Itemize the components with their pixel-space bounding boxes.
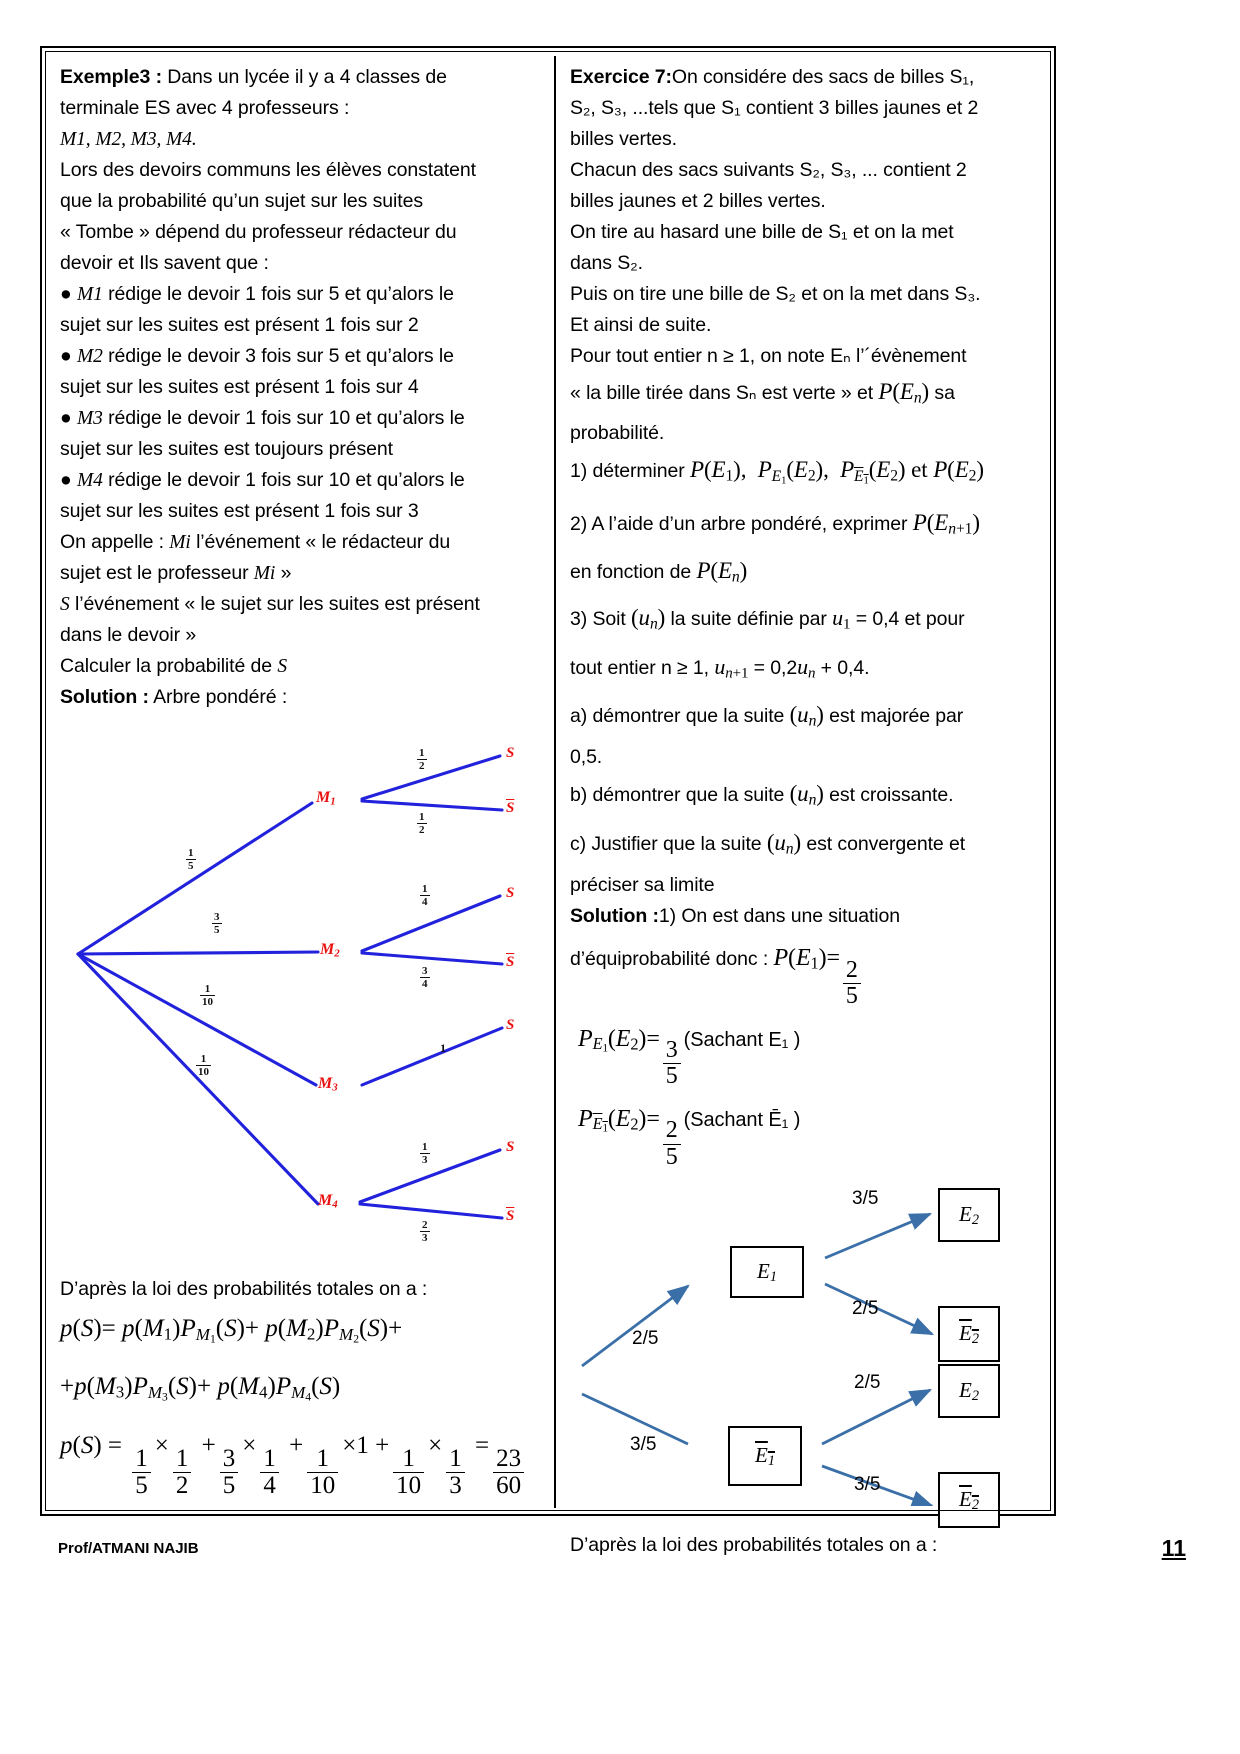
tree-leaf-s: S bbox=[506, 885, 515, 901]
question-3 bbox=[570, 597, 1038, 645]
question-2-tail-math: $P(E_n)$ bbox=[696, 557, 748, 586]
solution-label-right: Solution : bbox=[570, 905, 659, 928]
question-3b-un: $(u_n)$ bbox=[789, 781, 824, 809]
frac-den: 5 bbox=[663, 1144, 681, 1170]
formula-total-result: p(S) = $\frac{1}{5}$ × $\frac{1}{2}$ + $\frac{3}{5}$ × $\frac{1}{4}$ + $\frac{1}{10}$ ×1 + $\frac{1}{10}$ × $\frac{1}{3}$ = $\frac{23}{60}$ bbox=[60, 1422, 542, 1500]
frac-den: 2 bbox=[173, 1472, 192, 1500]
bullet-text: rédige le devoir 1 fois sur 5 et qu’alors le bbox=[102, 283, 454, 305]
bullet-item-cont: sujet sur les suites est toujours présent bbox=[60, 438, 393, 460]
question-3c-tail: est convergente et bbox=[801, 832, 966, 855]
question-3a-un: $(u_n)$ bbox=[789, 701, 824, 730]
right-line-0: S₂, S₃, ...tels que S₁ contient 3 billes jaunes et 2 bbox=[570, 97, 979, 119]
frac-term-2a bbox=[220, 1446, 239, 1500]
totals-intro-right: D’après la loi des probabilités totales on a : bbox=[570, 1534, 938, 1557]
tree-node-m2-index: 2 bbox=[334, 947, 340, 960]
frac-num: 2 bbox=[845, 956, 858, 983]
tree-leaf-e2-bottom-label: $E_2$ bbox=[959, 1377, 979, 1404]
conditional-eq-2-note: (Sachant Ē₁ ) bbox=[683, 1108, 801, 1131]
arrow-e1-to-e2 bbox=[825, 1214, 930, 1258]
question-3c-un: $(u_n)$ bbox=[766, 829, 802, 858]
p-en-math: $P(E_n)$ bbox=[878, 379, 930, 407]
profs-list: M1, M2, M3, M4. bbox=[60, 129, 197, 150]
bullet-mark: ● bbox=[60, 283, 72, 305]
right-line-3: billes jaunes et 2 billes vertes. bbox=[570, 190, 826, 212]
exemple3-heading-line bbox=[60, 62, 542, 93]
question-1 bbox=[570, 449, 1038, 502]
frac-result bbox=[493, 1446, 524, 1500]
weight-e1-down: 2/5 bbox=[852, 1298, 879, 1320]
tree-node-m3: $M_3$ bbox=[318, 1075, 338, 1094]
branch-m1-sbar bbox=[362, 801, 502, 810]
question-3-mid: la suite définie par bbox=[665, 608, 833, 631]
question-3-val: = 0,4 et pour bbox=[850, 608, 965, 631]
question-3-u1: $u_1$ bbox=[832, 605, 851, 633]
question-3-line2-tail: + 0,4. bbox=[815, 656, 870, 679]
exemple3-intro-1: Dans un lycée il y a 4 classes de bbox=[167, 66, 447, 88]
conditional-tree-diagram bbox=[570, 1176, 1030, 1513]
conditional-eq-2-math: $P_{E_1}(E_2)=$ $\frac{2}{5}$ bbox=[578, 1106, 684, 1132]
bullet-item bbox=[60, 341, 542, 372]
tree-leaf-sbar: $\overline{S}$ bbox=[506, 954, 515, 970]
weight-root-m2 bbox=[212, 911, 222, 936]
solution-line-right bbox=[570, 901, 1038, 932]
weight-numerator: 1 bbox=[204, 983, 211, 995]
question-3b bbox=[570, 773, 1038, 821]
question-3a-tail: est majorée par bbox=[823, 704, 964, 727]
frac-term-3b: 1 bbox=[356, 1431, 369, 1459]
body-line-1: que la probabilité qu’un sujet sur les suites bbox=[60, 190, 423, 212]
frac-term-1b bbox=[173, 1446, 192, 1500]
tree-leaf-s: S bbox=[506, 745, 515, 761]
definition-post: » bbox=[275, 562, 292, 584]
solution-label: Solution : bbox=[60, 686, 149, 708]
frac-den: 5 bbox=[663, 1063, 681, 1089]
calculer-symbol: S bbox=[277, 656, 287, 677]
frac-num: 1 bbox=[175, 1444, 189, 1472]
branch-root-m2 bbox=[78, 952, 318, 954]
weight-numerator: 1 bbox=[200, 1053, 207, 1065]
body-line-2: « Tombe » dépend du professeur rédacteur du bbox=[60, 221, 457, 243]
question-2-tail-pre: en fonction de bbox=[570, 560, 697, 583]
question-3a-line2: 0,5. bbox=[570, 746, 603, 769]
frac-num: 3 bbox=[665, 1037, 678, 1064]
frac-num: 1 bbox=[449, 1444, 462, 1472]
right-line-2: Chacun des sacs suivants S₂, S₃, ... contient 2 bbox=[570, 159, 967, 181]
tree-node-m1-index: 1 bbox=[330, 795, 336, 808]
weight-numerator: 1 bbox=[419, 811, 425, 823]
weight-denominator: 3 bbox=[422, 1232, 428, 1244]
tree-node-e1bar-label: $E_1$ bbox=[755, 1442, 775, 1469]
right-line-7: Et ainsi de suite. bbox=[570, 314, 712, 336]
tree-leaf-s: S bbox=[506, 1139, 515, 1155]
weight-e1bar-down: 3/5 bbox=[854, 1474, 881, 1496]
question-3-line2 bbox=[570, 646, 1038, 694]
frac-num: 1 bbox=[402, 1444, 415, 1472]
solution-text: Arbre pondéré : bbox=[148, 686, 288, 708]
question-3-line2-pre: tout entier n ≥ 1, bbox=[570, 656, 715, 679]
bullet-item-cont: sujet sur les suites est présent 1 fois sur 3 bbox=[60, 500, 419, 522]
author-label: Prof/ATMANI NAJIB bbox=[58, 1539, 199, 1557]
formula-total-line1: $p(S)= p(M_1)P_{M_1}(S)+ p(M_2)P_{M_2}(S)+$ bbox=[60, 1315, 403, 1346]
conditional-eq-1-note: (Sachant E₁ ) bbox=[683, 1028, 801, 1051]
question-2 bbox=[570, 502, 1038, 550]
definition-post: l’événement « le sujet sur les suites est présent bbox=[69, 593, 480, 615]
bullet-head: M1 bbox=[77, 284, 103, 305]
bullet-head: M4 bbox=[77, 470, 103, 491]
weight-m1-s bbox=[417, 747, 427, 772]
frac-den: 60 bbox=[493, 1472, 524, 1500]
probability-notation-line bbox=[570, 372, 1038, 418]
totals-intro-left: D’après la loi des probabilités totales on a : bbox=[60, 1278, 428, 1300]
equiprobabilite-line bbox=[570, 932, 1038, 1009]
weight-denominator: 4 bbox=[422, 896, 428, 908]
tree-leaf-sbar: $\overline{S}$ bbox=[506, 1208, 515, 1224]
bullet-item bbox=[60, 279, 542, 310]
tree-node-m1: $M_1$ bbox=[316, 789, 336, 808]
question-3c-line2: préciser sa limite bbox=[570, 874, 715, 897]
tree-leaf-e2bar-bottom-label: $E_2$ bbox=[959, 1486, 979, 1513]
definition-symbol: Mi bbox=[169, 532, 191, 553]
definition-line bbox=[60, 527, 542, 558]
tree-branches-svg bbox=[60, 723, 542, 1268]
weight-numerator: 1 bbox=[188, 847, 194, 859]
weight-denominator: 4 bbox=[422, 978, 428, 990]
definition-tail: dans le devoir » bbox=[60, 624, 197, 646]
bullet-text: rédige le devoir 1 fois sur 10 et qu’alors le bbox=[102, 407, 465, 429]
definition-post: l’événement « le rédacteur du bbox=[190, 531, 451, 553]
weight-denominator: 2 bbox=[419, 824, 425, 836]
frac-cond-2 bbox=[663, 1118, 681, 1170]
bullet-item bbox=[60, 465, 542, 496]
branch-root-m1 bbox=[78, 803, 312, 954]
frac-num: 2 bbox=[665, 1117, 678, 1144]
frac-term-1a bbox=[132, 1446, 151, 1500]
frac-num: 1 bbox=[135, 1444, 148, 1472]
left-column bbox=[42, 48, 554, 1514]
tree-leaf-e2bar-top bbox=[938, 1306, 1000, 1362]
weight-numerator: 1 bbox=[419, 747, 425, 759]
tree-node-m4: $M_4$ bbox=[318, 1192, 338, 1211]
weight-denominator: 2 bbox=[419, 760, 425, 772]
weight-root-m4 bbox=[196, 1053, 211, 1078]
frac-den: 5 bbox=[132, 1472, 151, 1500]
bullet-mark: ● bbox=[60, 345, 72, 367]
weight-e1bar-up: 2/5 bbox=[854, 1372, 881, 1394]
equiprobabilite-math: $P(E_1)=$ $\frac{2}{5}$ bbox=[773, 945, 863, 971]
tree-leaf-e2-top bbox=[938, 1188, 1000, 1242]
exemple3-intro-2: terminale ES avec 4 professeurs : bbox=[60, 97, 350, 119]
question-3b-pre: b) démontrer que la suite bbox=[570, 784, 790, 807]
probability-notation-pre: « la bille tirée dans Sₙ est verte » et bbox=[570, 382, 879, 404]
weight-m1-sbar bbox=[417, 811, 427, 836]
tree-leaf-sbar: $\overline{S}$ bbox=[506, 800, 515, 816]
weight-e1-up: 3/5 bbox=[852, 1188, 879, 1210]
right-line-1: billes vertes. bbox=[570, 128, 677, 150]
tree-node-e1 bbox=[730, 1246, 804, 1298]
right-line-5: dans S₂. bbox=[570, 252, 643, 274]
weight-numerator: 3 bbox=[422, 965, 428, 977]
page-number: 11 bbox=[1161, 1534, 1186, 1561]
bullet-head: M2 bbox=[77, 346, 103, 367]
probability-tree-diagram bbox=[60, 723, 542, 1268]
weight-m2-s bbox=[420, 883, 430, 908]
frac-den: 5 bbox=[220, 1472, 239, 1500]
probability-notation-tail: sa bbox=[929, 382, 955, 404]
definition-line bbox=[60, 589, 542, 620]
conditional-eq-1-math: $P_{E_1}(E_2)=$ $\frac{3}{5}$ bbox=[578, 1026, 684, 1052]
branch-m2-s bbox=[362, 896, 500, 951]
frac-term-4b bbox=[446, 1446, 465, 1500]
tree-leaf-e2-bottom bbox=[938, 1364, 1000, 1418]
conditional-eq-2 bbox=[570, 1090, 1038, 1170]
weight-m4-sbar bbox=[420, 1219, 430, 1244]
branch-m4-s bbox=[360, 1150, 500, 1202]
weight-m4-s bbox=[420, 1141, 430, 1166]
tree-leaf-s: S bbox=[506, 1017, 515, 1033]
definition-line bbox=[60, 558, 542, 589]
weight-numerator: 2 bbox=[422, 1219, 428, 1231]
weight-denominator: 5 bbox=[188, 860, 194, 872]
solution-text-right: 1) On est dans une situation bbox=[658, 905, 901, 928]
weight-root-m3 bbox=[200, 983, 215, 1008]
weight-root-bottom: 3/5 bbox=[630, 1434, 657, 1456]
weight-numerator: 1 bbox=[422, 883, 428, 895]
calculer-line bbox=[60, 651, 542, 682]
weight-denominator: 5 bbox=[214, 924, 220, 936]
tree-node-e1bar bbox=[728, 1426, 802, 1486]
bullet-mark: ● bbox=[60, 469, 72, 491]
frac-term-3a bbox=[307, 1446, 338, 1500]
body-line-3: devoir et Ils savent que : bbox=[60, 252, 269, 274]
definition-symbol: S bbox=[60, 594, 70, 615]
branch-m3-s bbox=[362, 1028, 502, 1085]
page-footer bbox=[40, 1528, 1200, 1568]
question-3a bbox=[570, 694, 1038, 742]
arrow-e1bar-to-e2 bbox=[822, 1390, 930, 1444]
bullet-mark: ● bbox=[60, 407, 72, 429]
bullet-head: M3 bbox=[77, 408, 103, 429]
question-3-line2-mid: = 0,2 bbox=[748, 656, 798, 679]
definition-pre: sujet est le professeur bbox=[60, 562, 254, 584]
definition-pre: On appelle : bbox=[60, 531, 170, 553]
tree-leaf-e2bar-bottom bbox=[938, 1472, 1000, 1528]
arrow-e1-to-e2bar bbox=[825, 1284, 932, 1334]
frac-den: 4 bbox=[260, 1472, 279, 1500]
question-3-un2: $u_n$ bbox=[797, 653, 816, 681]
question-3a-pre: a) démontrer que la suite bbox=[570, 704, 790, 727]
body-line-0: Lors des devoirs communs les élèves constatent bbox=[60, 159, 476, 181]
frac-den: 10 bbox=[393, 1472, 424, 1500]
weight-root-m1 bbox=[186, 847, 196, 872]
frac-num: 3 bbox=[222, 1444, 236, 1472]
right-line-6: Puis on tire une bille de S₂ et on la met dans S₃. bbox=[570, 283, 981, 305]
exercice7-heading-line bbox=[570, 62, 1038, 93]
frac-equi bbox=[843, 958, 861, 1010]
branch-m2-sbar bbox=[362, 953, 502, 964]
bullet-item-cont: sujet sur les suites est présent 1 fois sur 4 bbox=[60, 376, 419, 398]
frac-term-2b bbox=[260, 1446, 279, 1500]
weight-numerator: 3 bbox=[214, 911, 220, 923]
weight-m2-sbar bbox=[420, 965, 430, 990]
frac-num: 1 bbox=[263, 1444, 276, 1472]
frac-den: 10 bbox=[307, 1472, 338, 1500]
probability-word: probabilité. bbox=[570, 422, 665, 445]
bullet-item-cont: sujet sur les suites est présent 1 fois sur 2 bbox=[60, 314, 419, 336]
tree-node-e1-label: $E_1$ bbox=[757, 1258, 777, 1285]
frac-term-4a bbox=[393, 1446, 424, 1500]
exercice7-intro: On considére des sacs de billes S₁, bbox=[671, 66, 975, 88]
weight-numerator: 1 bbox=[422, 1141, 428, 1153]
tree-node-m2: $M_2$ bbox=[320, 941, 340, 960]
exercice7-label: Exercice 7: bbox=[570, 66, 672, 88]
frac-num: 1 bbox=[316, 1444, 329, 1472]
frac-num: 23 bbox=[496, 1444, 522, 1472]
tree-leaf-e2-top-label: $E_2$ bbox=[959, 1201, 979, 1228]
weight-denominator: 10 bbox=[202, 996, 213, 1008]
question-3-un: $(u_n)$ bbox=[630, 605, 666, 633]
bullet-text: rédige le devoir 3 fois sur 5 et qu’alors le bbox=[102, 345, 454, 367]
solution-line bbox=[60, 682, 542, 713]
bullet-text: rédige le devoir 1 fois sur 10 et qu’alors le bbox=[102, 469, 465, 491]
weight-denominator: 10 bbox=[198, 1066, 209, 1078]
bullet-item bbox=[60, 403, 542, 434]
question-2-tail bbox=[570, 551, 1038, 597]
right-line-4: On tire au hasard une bille de S₁ et on la met bbox=[570, 221, 954, 243]
frac-den: 3 bbox=[446, 1472, 465, 1500]
right-column bbox=[556, 48, 1054, 1557]
tree-leaf-e2bar-top-label: $E_2$ bbox=[959, 1320, 979, 1347]
question-2-math: $P(E_{n+1})$ bbox=[912, 510, 980, 538]
definition-symbol: Mi bbox=[253, 563, 276, 584]
tree-node-m4-index: 4 bbox=[332, 1198, 338, 1211]
branch-m1-s bbox=[362, 756, 500, 799]
question-1-math: $P(E_1)$, $P_{E_1}(E_2)$, $P_{E_1}(E_2)$ et $P(E_2)$ bbox=[689, 457, 984, 487]
question-1-pre: 1) déterminer bbox=[570, 460, 690, 483]
frac-den: 5 bbox=[843, 983, 861, 1009]
weight-root-top: 2/5 bbox=[632, 1328, 659, 1350]
branch-root-m4 bbox=[78, 954, 318, 1204]
conditional-eq-1 bbox=[570, 1010, 1038, 1090]
question-3c-pre: c) Justifier que la suite bbox=[570, 832, 767, 855]
tree-node-m3-index: 3 bbox=[332, 1081, 338, 1094]
formula-total-line2: $+p(M_3)P_{M_3}(S)+ p(M_4)P_{M_4}(S)$ bbox=[60, 1373, 341, 1404]
question-3-pre: 3) Soit bbox=[570, 608, 631, 631]
question-3b-tail: est croissante. bbox=[823, 784, 954, 807]
exemple3-label: Exemple3 : bbox=[60, 66, 162, 88]
question-3c bbox=[570, 822, 1038, 870]
question-3-rec: $u_{n+1}$ bbox=[714, 653, 749, 681]
equiprobabilite-pre: d’équiprobabilité donc : bbox=[570, 948, 774, 971]
weight-numerator: 1 bbox=[440, 1041, 446, 1055]
weight-denominator: 3 bbox=[422, 1154, 428, 1166]
right-line-8: Pour tout entier n ≥ 1, on note Eₙ l’´évènement bbox=[570, 345, 967, 367]
frac-cond-1 bbox=[663, 1038, 681, 1090]
arrow-root-top bbox=[582, 1286, 688, 1366]
calculer-pre: Calculer la probabilité de bbox=[60, 655, 278, 677]
question-2-pre: 2) A l’aide d’un arbre pondéré, exprimer bbox=[570, 513, 913, 536]
branch-m4-sbar bbox=[360, 1204, 502, 1218]
weight-m3-s bbox=[438, 1041, 448, 1056]
